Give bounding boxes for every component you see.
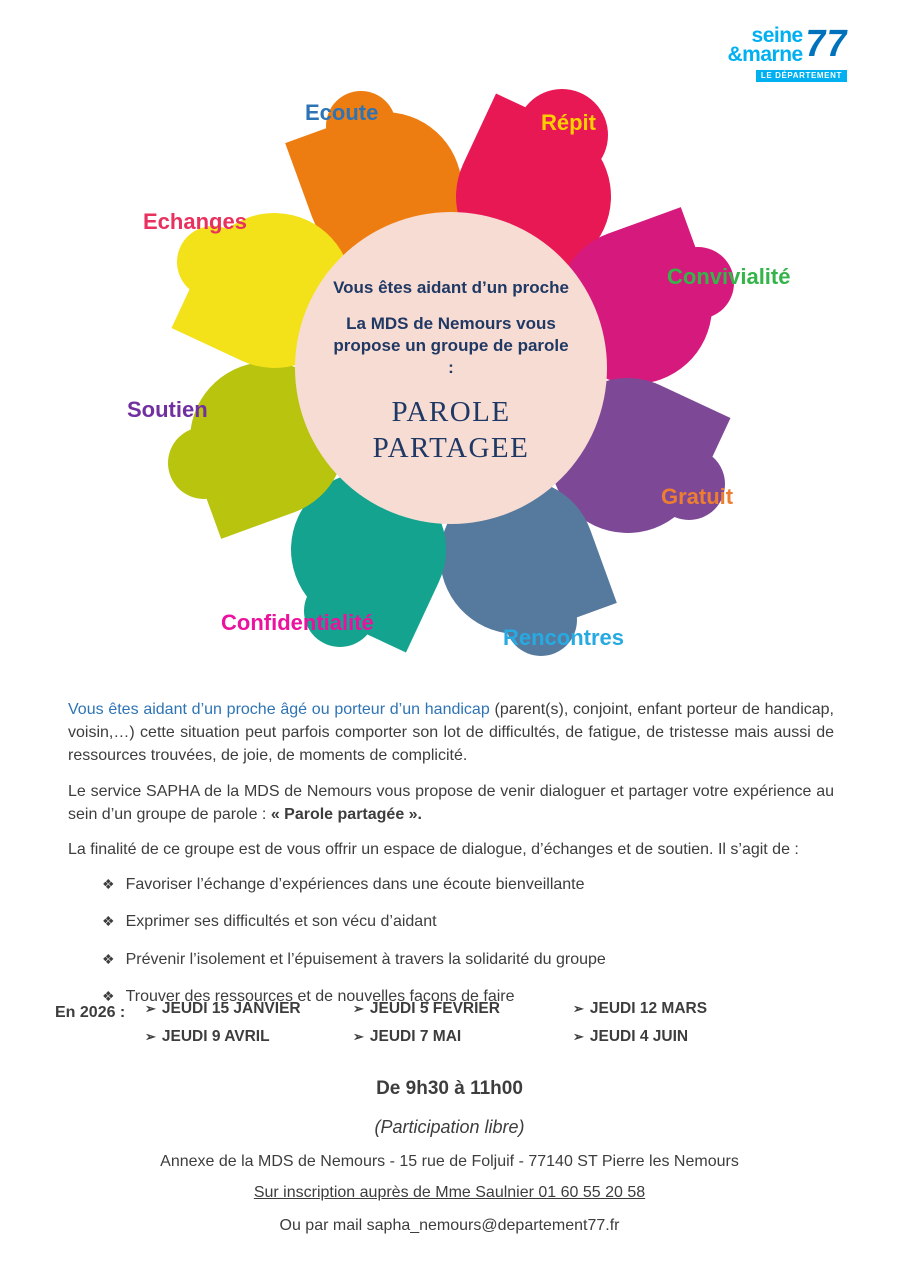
logo-name-block xyxy=(728,26,803,65)
bullet-item xyxy=(102,873,834,896)
session-date xyxy=(353,1028,565,1046)
diamond-bullet-icon: ❖ xyxy=(102,950,115,967)
group-title: PAROLE PARTAGEE xyxy=(372,395,530,465)
center-circle xyxy=(295,212,607,524)
date-text: JEUDI 15 JANVIER xyxy=(161,1000,301,1017)
bullet-item xyxy=(102,948,834,971)
session-date xyxy=(573,1000,841,1018)
dates-grid xyxy=(145,1000,841,1046)
session-date xyxy=(353,1000,565,1018)
date-text: JEUDI 5 FEVRIER xyxy=(369,1000,500,1017)
bullet-text: Trouver des ressources et de nouvelles façons de faire xyxy=(125,987,515,1005)
petal-label-ecoute: Ecoute xyxy=(305,100,379,125)
description-section xyxy=(68,698,834,1022)
intro-rest-text: (parent(s), conjoint, enfant porteur de handicap, voisin,…) cette situation peut parfois comporter son lot de difficultés, de fatigue, de tristesse mais aussi de ressources trouvées, de joie, de moments de complicité. xyxy=(68,701,834,765)
arrow-bullet-icon: ➢ xyxy=(353,1001,364,1016)
petal-head-soutien xyxy=(168,427,240,499)
bullet-text: Prévenir l’isolement et l’épuisement à travers la solidarité du groupe xyxy=(125,950,606,968)
arrow-bullet-icon: ➢ xyxy=(573,1001,584,1016)
session-date xyxy=(145,1028,345,1046)
arrow-bullet-icon: ➢ xyxy=(353,1029,364,1044)
group-name-bold: « Parole partagée ». xyxy=(270,805,422,823)
flower-graphic xyxy=(127,62,791,684)
logo-marne-text: &marne xyxy=(727,43,803,67)
arrow-bullet-icon: ➢ xyxy=(145,1001,156,1016)
date-text: JEUDI 12 MARS xyxy=(589,1000,708,1017)
petal-label-convivialite: Convivialité xyxy=(667,264,791,289)
diamond-bullet-icon: ❖ xyxy=(102,987,115,1004)
bullet-text: Favoriser l’échange d’expériences dans une écoute bienveillante xyxy=(125,876,585,894)
year-label: En 2026 : xyxy=(55,1004,126,1021)
petal-label-rencontres: Rencontres xyxy=(503,625,625,650)
diamond-bullet-icon: ❖ xyxy=(102,913,115,930)
petal-label-echanges: Echanges xyxy=(143,209,247,234)
arrow-bullet-icon: ➢ xyxy=(145,1029,156,1044)
goal-paragraph: La finalité de ce groupe est de vous offrir un espace de dialogue, d’échanges et de soutien. Il s’agit de : xyxy=(68,840,799,858)
date-text: JEUDI 9 AVRIL xyxy=(161,1028,270,1045)
bullet-item xyxy=(102,910,834,933)
footer-section xyxy=(0,1078,899,1235)
petal-label-repit: Répit xyxy=(541,110,596,135)
logo-tagline: LE DÉPARTEMENT xyxy=(756,70,847,82)
seine-et-marne-logo xyxy=(727,23,850,83)
intro-paragraph xyxy=(68,698,834,768)
participation-note: (Participation libre) xyxy=(374,1117,525,1137)
session-date xyxy=(145,1000,345,1018)
schedule-section xyxy=(55,1000,841,1046)
logo-77-number: 77 xyxy=(801,23,850,65)
date-text: JEUDI 4 JUIN xyxy=(589,1028,689,1045)
contact-email: Ou par mail sapha_nemours@departement77.fr xyxy=(279,1217,620,1234)
petal-label-gratuit: Gratuit xyxy=(661,484,734,509)
session-date xyxy=(573,1028,841,1046)
diamond-bullet-icon: ❖ xyxy=(102,876,115,893)
logo-seine-text: seine xyxy=(751,24,803,47)
petal-label-soutien: Soutien xyxy=(127,397,208,422)
session-time: De 9h30 à 11h00 xyxy=(376,1078,523,1099)
center-offer-line: La MDS de Nemours vous propose un groupe de parole : xyxy=(333,313,569,377)
logo-row xyxy=(727,23,850,67)
center-intro-line: Vous êtes aidant d’un proche xyxy=(333,277,569,297)
bullet-text: Exprimer ses difficultés et son vécu d’aidant xyxy=(125,913,437,931)
registration-info: Sur inscription auprès de Mme Saulnier 01 60 55 20 58 xyxy=(253,1184,646,1201)
petal-label-confidentialite: Confidentialité xyxy=(221,610,374,635)
petal-head-echanges xyxy=(177,226,249,298)
date-text: JEUDI 7 MAI xyxy=(369,1028,462,1045)
venue-address: Annexe de la MDS de Nemours - 15 rue de Foljuif - 77140 ST Pierre les Nemours xyxy=(160,1153,739,1170)
benefits-list xyxy=(102,873,834,1008)
intro-lead-text: Vous êtes aidant d’un proche âgé ou porteur d’un handicap xyxy=(68,701,490,718)
sapha-text: Le service SAPHA de la MDS de Nemours vous propose de venir dialoguer et partager votre expérience au sein d’un groupe de parole : xyxy=(68,782,834,823)
sapha-paragraph xyxy=(68,780,834,826)
arrow-bullet-icon: ➢ xyxy=(573,1029,584,1044)
